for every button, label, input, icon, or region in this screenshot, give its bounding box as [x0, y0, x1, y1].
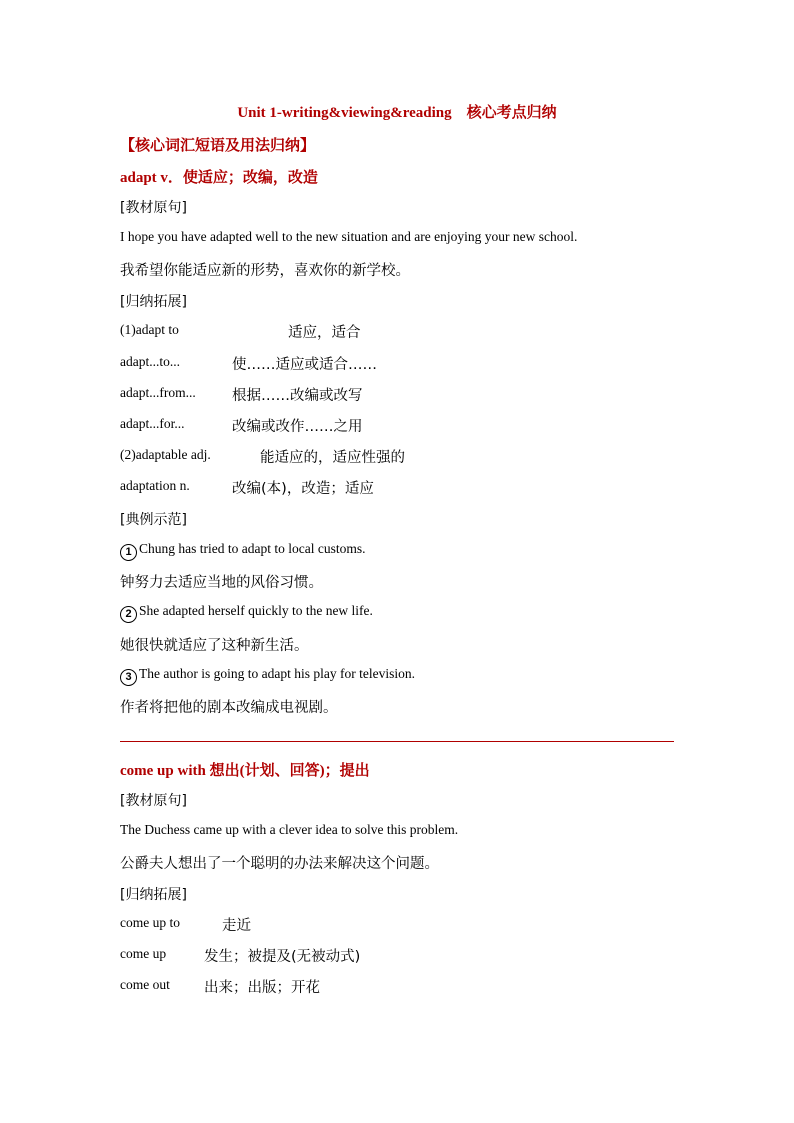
expand-item-en: adaptation n.	[120, 478, 190, 493]
example-sentence-en	[120, 541, 365, 561]
expand-item-en: adapt...from...	[120, 385, 196, 400]
expand-label: [归纳拓展]	[120, 887, 187, 903]
source-label: [教材原句]	[120, 200, 187, 216]
expand-item-en: come out	[120, 977, 170, 992]
circled-number: 1	[120, 544, 137, 561]
source-sentence-en: The Duchess came up with a clever idea to solve this problem.	[120, 822, 459, 837]
example-sentence-en	[120, 666, 415, 686]
source-label: [教材原句]	[120, 793, 187, 809]
expand-item	[120, 385, 363, 404]
expand-item	[120, 416, 363, 435]
expand-item-en: (2)adaptable adj.	[120, 447, 211, 462]
expand-item-en: come up	[120, 946, 167, 961]
expand-item	[120, 977, 320, 996]
example-sentence-zh: 作者将把他的剧本改编成电视剧。	[120, 700, 338, 716]
source-sentence-zh: 我希望你能适应新的形势，喜欢你的新学校。	[120, 263, 410, 279]
source-sentence-zh: 公爵夫人想出了一个聪明的办法来解决这个问题。	[120, 856, 439, 872]
circled-number: 2	[120, 606, 137, 623]
expand-item	[120, 478, 374, 497]
expand-item-zh: 适应，适合	[288, 325, 361, 341]
expand-item	[120, 915, 251, 934]
example-sentence-zh: 钟努力去适应当地的风俗习惯。	[120, 575, 323, 591]
expand-item-zh: 走近	[222, 918, 251, 934]
expand-item-zh: 使……适应或适合……	[232, 357, 377, 373]
example-text: The author is going to adapt his play for television.	[139, 666, 415, 681]
expand-item-en: come up to	[120, 915, 180, 930]
page-title: Unit 1-writing&viewing&reading 核心考点归纳	[237, 105, 557, 121]
section-divider	[120, 741, 674, 742]
headword-adapt: adapt v．使适应；改编，改造	[120, 170, 318, 186]
expand-item-zh: 能适应的，适应性强的	[260, 450, 405, 466]
expand-item-en: (1)adapt to	[120, 322, 179, 337]
expand-item-en: adapt...for...	[120, 416, 185, 431]
expand-item-zh: 发生；被提及(无被动式)	[204, 949, 361, 965]
expand-item-zh: 改编或改作……之用	[232, 419, 363, 435]
example-sentence-en	[120, 603, 373, 623]
expand-label: [归纳拓展]	[120, 294, 187, 310]
source-sentence-en: I hope you have adapted well to the new situation and are enjoying your new school.	[120, 229, 578, 244]
expand-item-zh: 根据……改编或改写	[232, 388, 363, 404]
expand-item-en: adapt...to...	[120, 354, 180, 369]
expand-item-zh: 改编(本)，改造；适应	[232, 481, 374, 497]
example-label: [典例示范]	[120, 512, 187, 528]
expand-item	[120, 447, 405, 466]
example-sentence-zh: 她很快就适应了这种新生活。	[120, 638, 309, 654]
example-text: Chung has tried to adapt to local customs.	[139, 541, 366, 556]
circled-number: 3	[120, 669, 137, 686]
example-text: She adapted herself quickly to the new life.	[139, 603, 373, 618]
headword-come-up-with: come up with 想出(计划、回答)；提出	[120, 763, 370, 779]
expand-item	[120, 354, 377, 373]
expand-item	[120, 322, 361, 341]
expand-item	[120, 946, 361, 965]
section-header: 【核心词汇短语及用法归纳】	[120, 138, 316, 154]
expand-item-zh: 出来；出版；开花	[204, 980, 320, 996]
